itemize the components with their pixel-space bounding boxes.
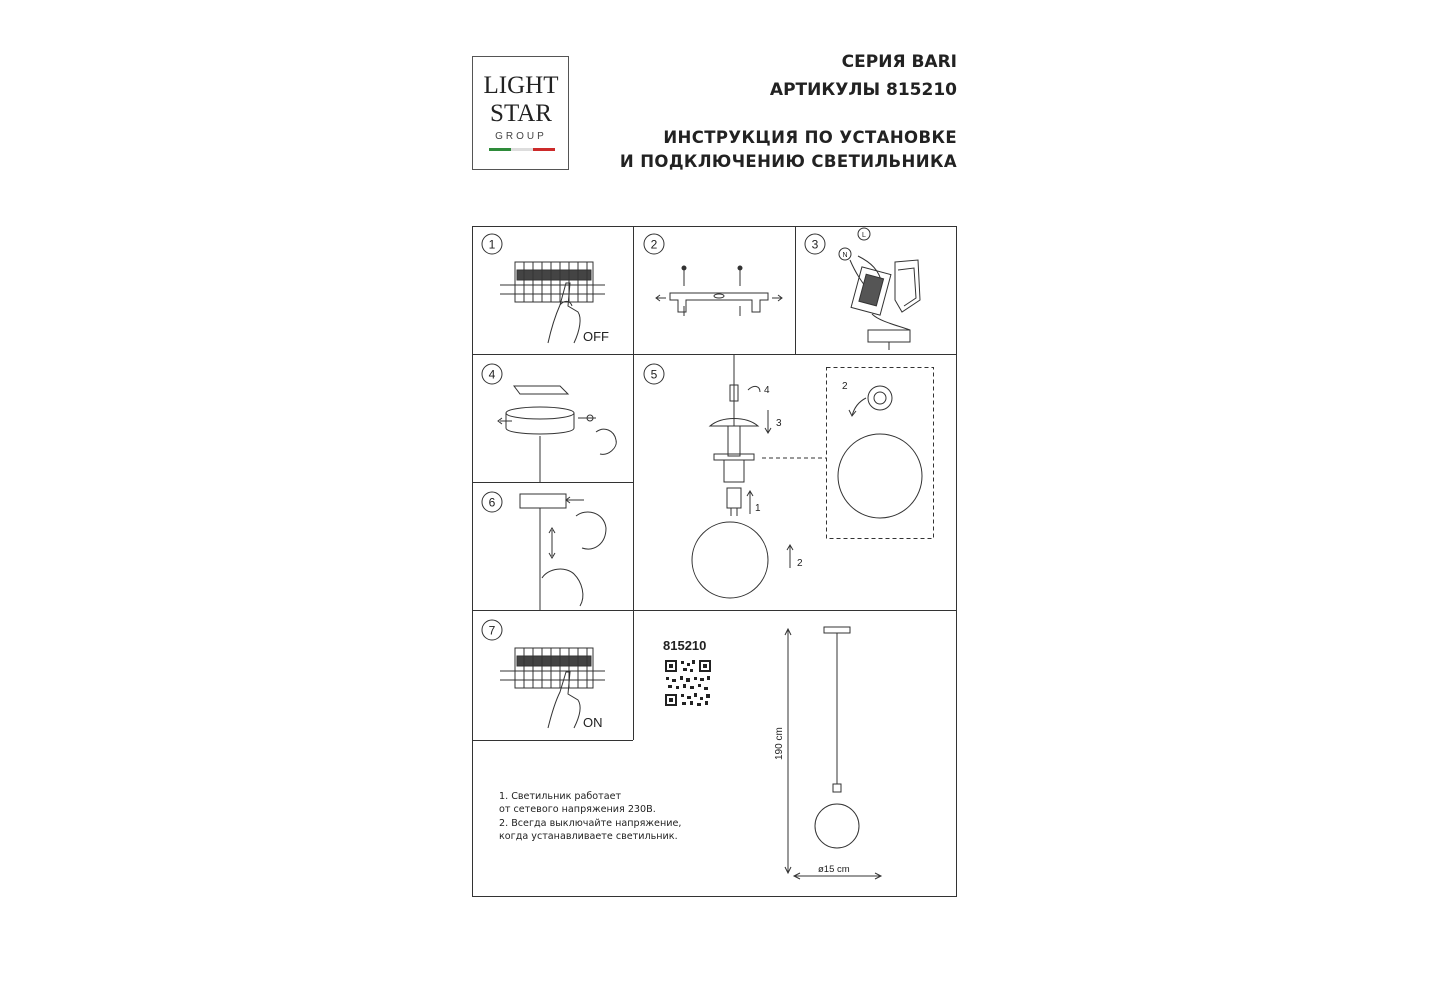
mounting-bracket [656, 266, 782, 316]
canopy-fixing [498, 386, 616, 482]
svg-text:N: N [842, 252, 848, 259]
logo-text-star: STAR [490, 100, 552, 127]
height-dimension: 190 cm [774, 727, 785, 760]
note-line: от сетевого напряжения 230В. [499, 804, 656, 816]
step-number-6 [482, 492, 502, 512]
step-number-2 [644, 234, 664, 254]
svg-text:6: 6 [488, 495, 496, 510]
logo-text-group: GROUP [495, 131, 547, 142]
svg-text:3: 3 [811, 237, 819, 252]
detail-box [762, 368, 934, 539]
article-title: АРТИКУЛЫ 815210 [769, 80, 957, 100]
height-adjustment [520, 494, 606, 610]
step-number-1 [482, 234, 502, 254]
off-label: OFF [583, 329, 609, 344]
step-number-4 [482, 364, 502, 384]
pendant-assembly [692, 354, 793, 598]
svg-text:7: 7 [488, 623, 496, 638]
dimension-drawing [785, 627, 881, 879]
svg-text:1: 1 [488, 237, 496, 252]
instruction-title-line2: И ПОДКЛЮЧЕНИЮ СВЕТИЛЬНИКА [619, 152, 957, 171]
series-title: СЕРИЯ BARI [841, 52, 957, 72]
step5-label-4: 4 [764, 385, 770, 396]
diameter-dimension: ø15 cm [818, 864, 850, 875]
instruction-title-line1: ИНСТРУКЦИЯ ПО УСТАНОВКЕ [663, 128, 957, 147]
note-line: 2. Всегда выключайте напряжение, [499, 817, 682, 829]
wiring-terminal [839, 228, 920, 350]
safety-notes [499, 790, 681, 843]
step-number-3 [805, 234, 825, 254]
step-number-5 [644, 364, 664, 384]
step5-label-3: 3 [776, 418, 782, 429]
note-line: 1. Светильник работает [499, 791, 622, 802]
svg-text:5: 5 [650, 367, 658, 382]
step5-label-1: 1 [755, 503, 761, 514]
on-label: ON [583, 715, 603, 730]
qr-code [665, 660, 711, 706]
logo-text-light: LIGHT [483, 72, 559, 99]
svg-text:4: 4 [488, 367, 496, 382]
note-line: когда устанавливаете светильник. [499, 830, 678, 842]
product-code: 815210 [663, 638, 707, 653]
svg-text:2: 2 [650, 237, 658, 252]
step-number-7 [482, 620, 502, 640]
step5-label-2: 2 [797, 558, 803, 569]
svg-text:L: L [862, 232, 866, 239]
detail-label-2: 2 [842, 381, 848, 392]
